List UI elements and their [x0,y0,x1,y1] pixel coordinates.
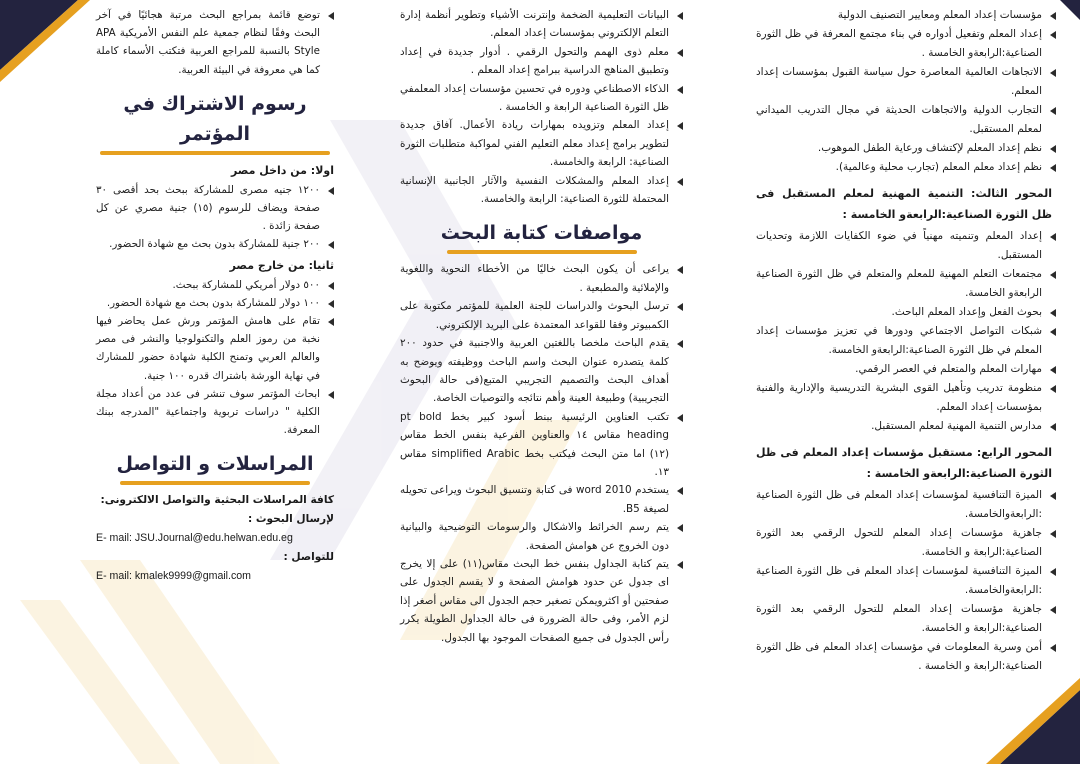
list-item: مدارس التنمية المهنية لمعلم المستقبل. [756,417,1056,436]
right-column [756,6,1056,676]
right-list-c [756,486,1056,676]
contact-underline [120,481,310,485]
list-item: تكتب العناوين الرئيسية ببنط أسود كبير بخط pt bold heading مقاس ١٤ والعناوين الفرعية بنفس الخط مقاس (١٢) اما متن البحث فيكتب بخط simplified Arabic مقاس ١٣. [400,408,683,482]
list-item: البيانات التعليمية الضخمة وإنترنت الأشياء وتطوير أنظمة إدارة التعلم الإلكتروني بمؤسسات إعداد المعلم. [400,6,683,43]
axis-four-title: المحور الرابع: مستقبل مؤسسات إعداد المعلم فى ظل الثورة الصناعية:الرابعةو الخامسة : [756,446,1052,480]
left-list-outside [96,276,334,440]
list-item: الميزة التنافسية لمؤسسات إعداد المعلم فى ظل الثورة الصناعية :الرابعةوالخامسة. [756,486,1056,524]
axis-three-title: المحور الثالث: التنمية المهنية لمعلم المستقبل فى ظل الثورة الصناعية:الرابعةو الخامسة : [756,187,1052,221]
left-list-inside [96,181,334,254]
stripe-light-3 [80,560,280,764]
list-item: تقام على هامش المؤتمر ورش عمل يحاضر فيها نخبة من رموز العلم والتكنولوجيا والنشر فى مصر والعالم العربي وتمنح الكلية شهادة حضور للمشارك في نهاية الورشة باشتراك قدره ١٠٠ جنية. [96,312,334,385]
list-item: الميزة التنافسية لمؤسسات إعداد المعلم فى ظل الثورة الصناعية :الرابعةوالخامسة. [756,562,1056,600]
send-research-email[interactable]: E- mail: JSU.Journal@edu.helwan.edu.eg [96,532,293,545]
list-item: شبكات التواصل الاجتماعي ودورها في تعزيز مؤسسات إعداد المعلم في ظل الثورة الصناعية:الرابعةو الخامسة. [756,322,1056,360]
middle-column [400,6,683,647]
list-item: ترسل البحوث والدراسات للجنة العلمية للمؤتمر مكتوبة على الكمبيوتر وفقا للقواعد المعتمدة على البريد الإلكتروني. [400,297,683,334]
mid-list-a [400,6,683,208]
list-item: إعداد المعلم وتزويده بمهارات ريادة الأعمال. آفاق جديدة لتطوير برامج إعداد معلم التعليم الفني لمواكبة متطلبات الثورة الصناعية: الرابعة والخامسة. [400,116,683,171]
list-item: نظم إعداد المعلم لإكتشاف ورعاية الطفل الموهوب. [756,139,1056,158]
list-item: ٢٠٠ جنية للمشاركة بدون بحث مع شهادة الحضور. [96,235,334,253]
list-item: ابحاث المؤتمر سوف تنشر فى عدد من أعداد مجلة الكلية " دراسات تربوية واجتماعية "المدرجه ببنك المعرفة. [96,385,334,440]
right-list-a [756,6,1056,177]
right-list-b [756,227,1056,436]
inside-egypt-title: اولا: من داخل مصر [230,163,334,177]
list-item: مهارات المعلم والمتعلم في العصر الرقمي. [756,360,1056,379]
list-item: جاهزية مؤسسات إعداد المعلم للتحول الرقمي بعد الثورة الصناعية:الرابعة و الخامسة. [756,524,1056,562]
list-item: أمن وسرية المعلومات في مؤسسات إعداد المعلم فى ظل الثورة الصناعية:الرابعة و الخامسة . [756,638,1056,676]
list-item: ١٠٠ دولار للمشاركة بدون بحث مع شهادة الحضور. [96,294,334,312]
corner-navy-top-right [1060,0,1080,20]
left-column [96,6,334,586]
list-item: ١٢٠٠ جنيه مصرى للمشاركة ببحث بحد أقصى ٣٠ صفحة ويضاف للرسوم (١٥) جنية مصري عن كل صفحة زائدة . [96,181,334,236]
communication-label: للتواصل : [283,551,334,564]
list-item: يراعى أن يكون البحث خاليًا من الأخطاء النحوية واللغوية والإملائية والمطبعية . [400,260,683,297]
list-item: يتم رسم الخرائط والاشكال والرسومات التوضيحية والبيانية دون الخروج عن هوامش الصفحة. [400,518,683,555]
communication-email[interactable]: E- mail: kmalek9999@gmail.com [96,570,251,583]
list-item: يتم كتابة الجداول بنفس خط البحث مقاس(١١) على إلا يخرج اى جدول عن حدود هوامش الصفحة و لا يقسم الجدول على صفحتين أو اكثرويمكن تصغير حجم الجدول الى مقاس أصغر إذا لزم الأمر، وفى حالة الضرورة فى حالة الجداول الطويلة يكرر رأس الجدول فى جميع الصفحات الموجود بها الجدول. [400,555,683,647]
list-item: التجارب الدولية والاتجاهات الحديثة في مجال التدريب الميداني لمعلم المستقبل. [756,101,1056,139]
left-list-a [96,6,334,79]
research-specs-underline [447,250,637,254]
contact-title: المراسلات و التواصل [116,453,314,476]
list-item: ٥٠٠ دولار أمريكي للمشاركة ببحث. [96,276,334,294]
list-item: منظومة تدريب وتأهيل القوى البشرية التدريسية والإدارية والفنية بمؤسسات إعداد المعلم. [756,379,1056,417]
fees-underline [100,151,330,155]
contact-block [96,491,334,586]
list-item: يقدم الباحث ملخصا باللغتين العربية والاجنبية في حدود ٢٠٠ كلمة يتصدره عنوان البحث واسم الباحث ووظيفته ويوضح به أهداف البحث والتصميم التجريبي المتبع(فى حالة البحوث التجريبية) وطبيعة العينة وأهم نتائجه والتوصيات الخاصة. [400,334,683,408]
list-item: نظم إعداد معلم المعلم (تجارب محلية وعالمية). [756,158,1056,177]
list-item: إعداد المعلم والمشكلات النفسية والآثار الجانبية الإنسانية المحتملة للثورة الصناعية: الرابعة والخامسة. [400,172,683,209]
research-specs-title: مواصفات كتابة البحث [440,222,643,245]
outside-egypt-title: ثانيا: من خارج مصر [229,258,334,272]
list-item: يستخدم word 2010 فى كتابة وتنسيق البحوث ويراعى تحويله لصيغة B5. [400,481,683,518]
list-item: مجتمعات التعلم المهنية للمعلم والمتعلم في ظل الثورة الصناعية الرابعةو الخامسة. [756,265,1056,303]
list-item: مؤسسات إعداد المعلم ومعايير التصنيف الدولية [756,6,1056,25]
list-item: توضع قائمة بمراجع البحث مرتبة هجائيًا في آخر البحث وفقًا لنظام جمعية علم النفس الأمريكية APA Style بالنسبة للمراجع العربية فتكتب الأسماء كاملة كما هي معروفة في البيئة العربية. [96,6,334,79]
list-item: إعداد المعلم وتفعيل أدواره في بناء مجتمع المعرفة في ظل الثورة الصناعية:الرابعةو الخامسة . [756,25,1056,63]
list-item: جاهزية مؤسسات إعداد المعلم للتحول الرقمي بعد الثورة الصناعية:الرابعة و الخامسة. [756,600,1056,638]
list-item: الذكاء الاصطناعي ودوره في تحسين مؤسسات إعداد المعلمفي ظل الثورة الصناعية الرابعة و الخامسة . [400,80,683,117]
list-item: الاتجاهات العالمية المعاصرة حول سياسة القبول بمؤسسات إعداد المعلم. [756,63,1056,101]
contact-intro: كافة المراسلات البحثية والتواصل الالكترونى: [100,494,334,507]
list-item: إعداد المعلم وتنميته مهنياً في ضوء الكفايات اللازمة وتحديات المستقبل. [756,227,1056,265]
list-item: بحوث الفعل وإعداد المعلم الباحث. [756,303,1056,322]
mid-list-b [400,260,683,647]
fees-title: رسوم الاشتراك في المؤتمر [123,92,307,145]
list-item: معلم ذوى الهمم والتحول الرقمي . أدوار جديدة في إعداد وتطبيق المناهج الدراسية ببرامج إعداد المعلم . [400,43,683,80]
send-research-label: لإرسال البحوث : [247,513,334,526]
